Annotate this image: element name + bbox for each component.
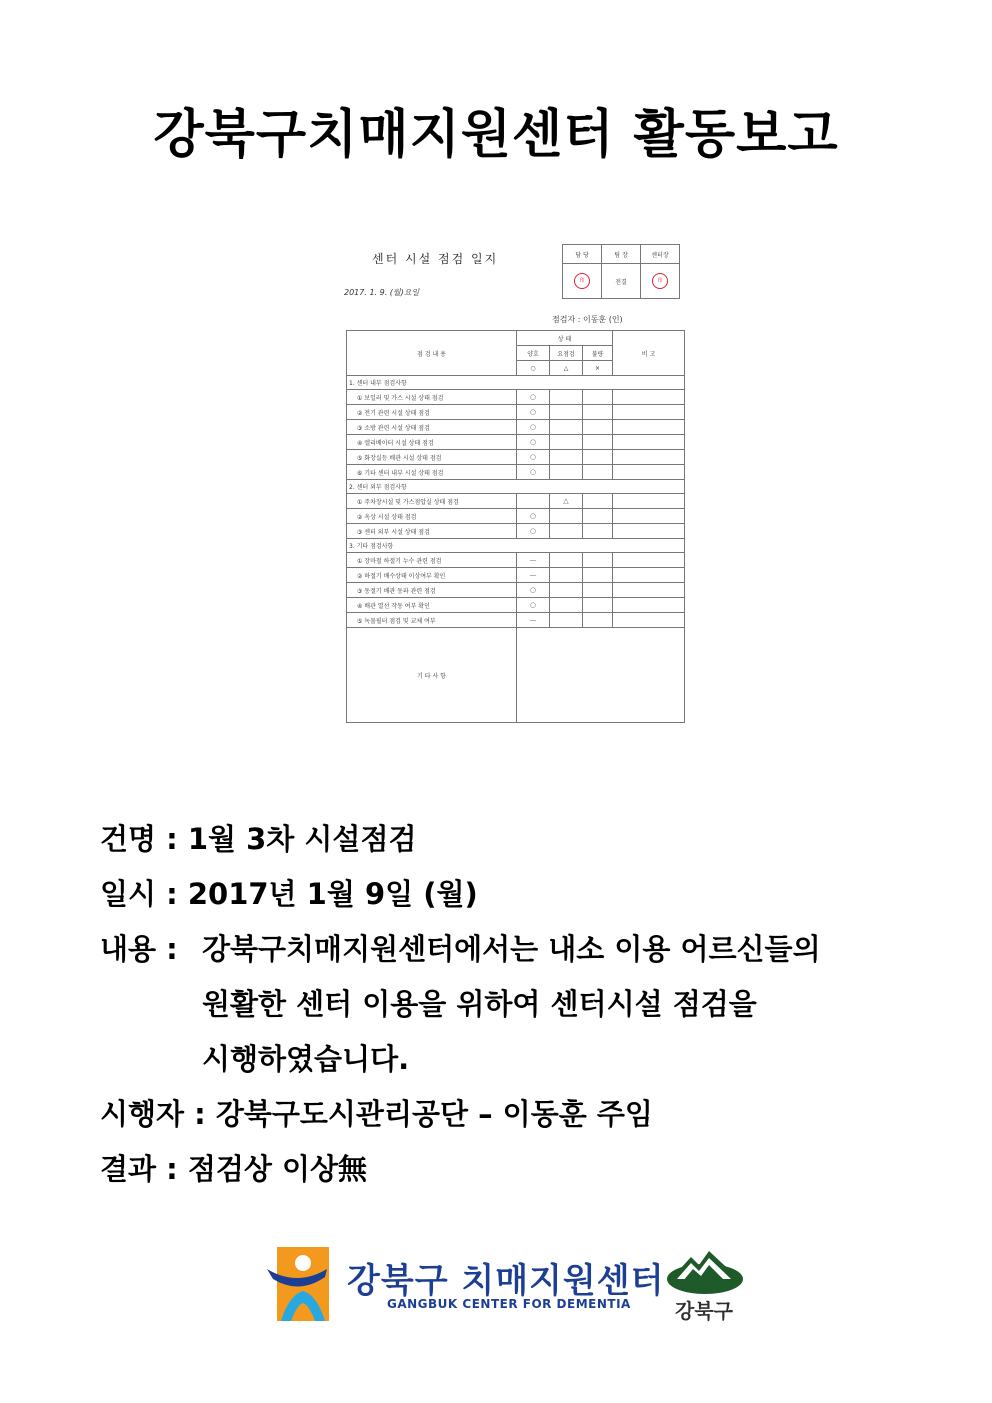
inspection-table (346, 330, 685, 723)
item-mark (517, 509, 550, 524)
empty-cell (613, 509, 685, 524)
approval-head-1: 담 당 (563, 245, 602, 264)
empty-cell (583, 420, 613, 435)
table-row (347, 583, 685, 598)
head-sym-bad: × (583, 361, 613, 376)
item-text: ⑥ 기타 센터 내부 시설 상태 점검 (347, 465, 517, 480)
detail-result (100, 1142, 910, 1197)
gu-name: 강북구 (675, 1299, 733, 1323)
content-label: 내용 : (100, 932, 178, 966)
handwritten-mark: ○ (529, 408, 537, 416)
empty-cell (613, 420, 685, 435)
stamp-icon: 印 (574, 273, 590, 289)
etc-content (517, 628, 685, 723)
empty-cell (583, 568, 613, 583)
handwritten-mark: ○ (529, 512, 537, 520)
org-name: 강북구 치매지원센터 (347, 1261, 665, 1301)
empty-cell (550, 450, 583, 465)
item-mark (550, 494, 583, 509)
item-mark (517, 524, 550, 539)
empty-cell (613, 583, 685, 598)
head-note: 비 고 (613, 331, 685, 376)
org-subtitle: GANGBUK CENTER FOR DEMENTIA (387, 1297, 631, 1311)
empty-cell (550, 598, 583, 613)
item-text: ① 보일러 및 가스 시설 상태 점검 (347, 390, 517, 405)
head-good: 양호 (517, 346, 550, 361)
empty-cell (613, 405, 685, 420)
table-row (347, 598, 685, 613)
stamp-icon: 印 (652, 273, 668, 289)
empty-cell (583, 450, 613, 465)
item-text: ② 옥상 시설 상태 점검 (347, 509, 517, 524)
head-sym-needs: △ (550, 361, 583, 376)
empty-cell (583, 524, 613, 539)
item-text: ② 하절기 배수상태 이상여부 확인 (347, 568, 517, 583)
item-text: ⑤ 화장실등 배관 시설 상태 점검 (347, 450, 517, 465)
item-mark (517, 390, 550, 405)
empty-cell (583, 405, 613, 420)
form-title: 센터 시설 점검 일지 (372, 252, 499, 266)
table-row (347, 524, 685, 539)
empty-cell (583, 583, 613, 598)
approval-box (562, 244, 680, 299)
form-inspector: 점검자 : 이동훈 (인) (552, 315, 623, 324)
empty-cell (550, 553, 583, 568)
empty-cell (550, 583, 583, 598)
handwritten-mark: ○ (529, 527, 537, 535)
head-content: 점 검 내 용 (347, 331, 517, 376)
item-text: ③ 소방 관련 시설 상태 점검 (347, 420, 517, 435)
table-row (347, 465, 685, 480)
empty-cell (583, 613, 613, 628)
head-status: 상 태 (517, 331, 613, 346)
handwritten-mark: ○ (529, 393, 537, 401)
empty-cell (583, 509, 613, 524)
page-title: 강북구치매지원센터 활동보고 (153, 105, 839, 165)
table-row (347, 494, 685, 509)
handwritten-mark: ○ (529, 423, 537, 431)
performer-value: 강북구도시관리공단 – 이동훈 주임 (215, 1097, 653, 1131)
handwritten-mark: — (529, 556, 537, 564)
head-bad: 불량 (583, 346, 613, 361)
empty-cell (550, 405, 583, 420)
item-mark (517, 420, 550, 435)
head-sym-good: ○ (517, 361, 550, 376)
empty-cell (613, 568, 685, 583)
item-mark (517, 465, 550, 480)
handwritten-mark: ○ (529, 601, 537, 609)
empty-cell (613, 465, 685, 480)
item-text: ① 장마철 하절기 누수 관련 점검 (347, 553, 517, 568)
head-needs: 요점검 (550, 346, 583, 361)
table-row (347, 435, 685, 450)
item-mark (517, 598, 550, 613)
empty-cell (613, 553, 685, 568)
section-title: 3. 기타 점검사항 (347, 539, 685, 553)
table-row (347, 509, 685, 524)
item-mark (517, 435, 550, 450)
table-row (347, 405, 685, 420)
footer-logos (255, 1245, 755, 1325)
item-text: ③ 센터 외부 시설 상태 점검 (347, 524, 517, 539)
approval-head-2: 팀 장 (602, 245, 641, 264)
result-label: 결과 : (100, 1152, 178, 1186)
approval-sign-3 (641, 264, 680, 299)
table-row (347, 553, 685, 568)
item-mark (517, 450, 550, 465)
item-mark (517, 568, 550, 583)
handwritten-mark: ○ (529, 453, 537, 461)
empty-cell (550, 465, 583, 480)
inspection-rows (347, 376, 685, 628)
performer-label: 시행자 : (100, 1097, 206, 1131)
empty-cell (583, 465, 613, 480)
item-text: ① 주차장시설 및 가스점압실 상태 점검 (347, 494, 517, 509)
form-date: 2017. 1. 9. (월)요일 (344, 288, 420, 297)
empty-cell (613, 494, 685, 509)
etc-label: 기 타 사 항 (347, 628, 517, 723)
empty-cell (583, 435, 613, 450)
empty-cell (583, 390, 613, 405)
table-row (347, 420, 685, 435)
dementia-center-logo-icon (267, 1247, 329, 1321)
table-row (347, 613, 685, 628)
empty-cell (550, 509, 583, 524)
empty-cell (550, 390, 583, 405)
report-details (100, 812, 910, 1197)
empty-cell (583, 494, 613, 509)
handwritten-mark: — (529, 616, 537, 624)
empty-cell (583, 598, 613, 613)
empty-cell (583, 553, 613, 568)
empty-cell (550, 613, 583, 628)
item-text: ⑤ 녹물필터 점검 및 교체 여부 (347, 613, 517, 628)
inspection-form-scan (332, 210, 696, 740)
approval-sign-1 (563, 264, 602, 299)
handwritten-mark: ○ (529, 468, 537, 476)
approval-head-3: 센터장 (641, 245, 680, 264)
empty-cell (613, 598, 685, 613)
empty-cell (550, 524, 583, 539)
table-row (347, 390, 685, 405)
detail-performer (100, 1087, 910, 1142)
handwritten-mark: — (529, 571, 537, 579)
table-row (347, 450, 685, 465)
subject-label: 건명 : (100, 822, 178, 856)
empty-cell (613, 450, 685, 465)
empty-cell (613, 613, 685, 628)
empty-cell (613, 435, 685, 450)
content-value: 강북구치매지원센터에서는 내소 이용 어르신들의 원활한 센터 이용을 위하여 센터시설 점검을 시행하였습니다. (202, 932, 821, 1076)
item-mark (517, 583, 550, 598)
item-text: ② 전기 관련 시설 상태 점검 (347, 405, 517, 420)
empty-cell (517, 494, 550, 509)
empty-cell (550, 420, 583, 435)
item-text: ④ 엘리베이터 시설 상태 점검 (347, 435, 517, 450)
empty-cell (550, 435, 583, 450)
section-title: 2. 센터 외부 점검사항 (347, 480, 685, 494)
detail-content (100, 922, 910, 1087)
detail-subject (100, 812, 910, 867)
item-mark (517, 553, 550, 568)
mountain-emblem-icon (665, 1249, 745, 1295)
empty-cell (613, 390, 685, 405)
date-value: 2017년 1월 9일 (월) (187, 877, 478, 911)
section-title: 1. 센터 내부 점검사항 (347, 376, 685, 390)
date-label: 일시 : (100, 877, 178, 911)
handwritten-mark: △ (563, 497, 569, 505)
handwritten-mark: ○ (529, 586, 537, 594)
subject-value: 1월 3차 시설점검 (187, 822, 417, 856)
result-value: 점검상 이상無 (187, 1152, 368, 1186)
approval-sign-2: 전결 (602, 264, 641, 299)
empty-cell (613, 524, 685, 539)
handwritten-mark: ○ (529, 438, 537, 446)
table-row (347, 568, 685, 583)
item-mark (517, 613, 550, 628)
item-text: ④ 배관 열선 작동 여부 확인 (347, 598, 517, 613)
item-text: ③ 동절기 배관 동파 관련 점검 (347, 583, 517, 598)
empty-cell (550, 568, 583, 583)
item-mark (517, 405, 550, 420)
detail-date (100, 867, 910, 922)
